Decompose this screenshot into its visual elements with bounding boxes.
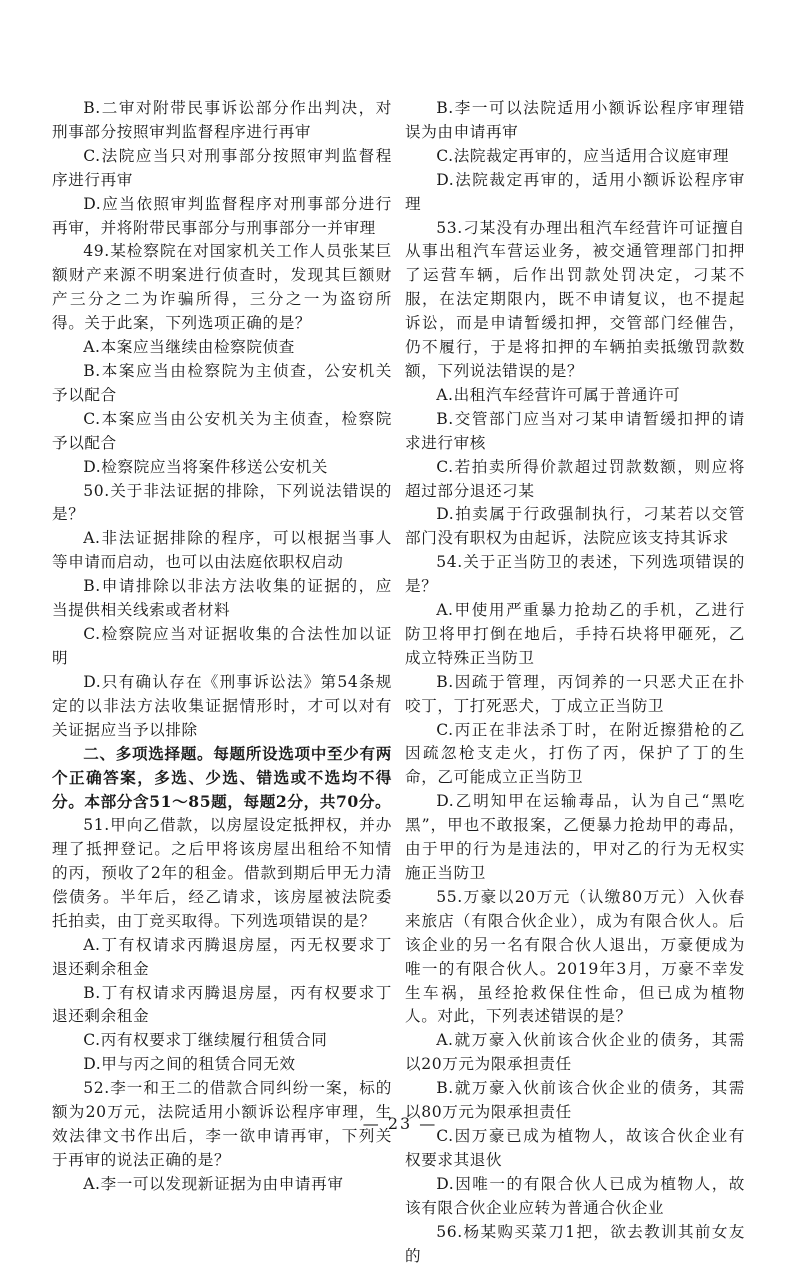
answer-option: D.检察院应当将案件移送公安机关 [83, 457, 329, 476]
section-heading: 二、多项选择题。每题所设选项中至少有两个正确答案，多选、少选、错选或不选均不得分。本部分含51～85题，每题2分，共70分。 [52, 744, 392, 812]
answer-option: A.李一可以发现新证据为由申请再审 [83, 1174, 344, 1193]
answer-option: A.丁有权请求丙腾退房屋，丙无权要求丁退还剩余租金 [52, 935, 392, 978]
answer-option: A.就万豪入伙前该合伙企业的债务，其需以20万元为限承担责任 [405, 1031, 745, 1074]
question-stem: 49.某检察院在对国家机关工作人员张某巨额财产来源不明案进行侦查时，发现其巨额财产三分之二为诈骗所得，三分之一为盗窃所得。关于此案，下列选项正确的是？ [52, 242, 392, 333]
answer-option: C.因万豪已成为植物人，故该合伙企业有权要求其退伙 [405, 1126, 745, 1169]
right-column [405, 97, 745, 1268]
answer-option: B.交管部门应当对刁某申请暂缓扣押的请求进行审核 [405, 409, 745, 452]
answer-option: C.法院应当只对刑事部分按照审判监督程序进行再审 [52, 146, 392, 189]
question-stem: 53.刁某没有办理出租汽车经营许可证擅自从事出租汽车营运业务，被交通管理部门扣押了运营车辆，后作出罚款处罚决定，刁某不服，在法定期限内，既不申请复议，也不提起诉讼，而是申请暂缓扣押，交管部门经催告，仍不履行，于是将扣押的车辆拍卖抵缴罚款数额，下列说法错误的是？ [405, 218, 745, 380]
answer-option: B.申请排除以非法方法收集的证据的，应当提供相关线索或者材料 [52, 577, 392, 620]
question-stem: 54.关于正当防卫的表述，下列选项错误的是？ [405, 553, 745, 596]
answer-option: B.因疏于管理，丙饲养的一只恶犬正在扑咬丁，丁打死恶犬，丁成立正当防卫 [405, 672, 745, 715]
answer-option: D.拍卖属于行政强制执行，刁某若以交管部门没有职权为由起诉，法院应该支持其诉求 [405, 505, 745, 548]
answer-option: A.出租汽车经营许可属于普通许可 [436, 385, 681, 404]
question-stem: 56.杨某购买菜刀1把，欲去教训其前女友的 [405, 1222, 745, 1265]
question-stem: 51.甲向乙借款，以房屋设定抵押权，并办理了抵押登记。之后甲将该房屋出租给不知情的丙，预收了2年的租金。借款到期后甲无力清偿债务。半年后，经乙请求，该房屋被法院委托拍卖，由丁竞买取得。下列选项错误的是？ [52, 816, 392, 930]
left-column [52, 97, 392, 1197]
answer-option: D.法院裁定再审的，适用小额诉讼程序审理 [405, 170, 745, 213]
page-number: — 23 — [362, 1114, 438, 1133]
answer-option: C.丙有权要求丁继续履行租赁合同 [83, 1031, 328, 1050]
answer-option: D.因唯一的有限合伙人已成为植物人，故该有限合伙企业应转为普通合伙企业 [405, 1174, 745, 1217]
answer-option: B.丁有权请求丙腾退房屋，丙有权要求丁退还剩余租金 [52, 983, 392, 1026]
question-stem: 52.李一和王二的借款合同纠纷一案，标的额为20万元，法院适用小额诉讼程序审理，生效法律文书作出后，李一欲申请再审，下列关于再审的说法正确的是？ [52, 1079, 392, 1169]
answer-option: D.只有确认存在《刑事诉讼法》第54条规定的以非法方法收集证据情形时，才可以对有关证据应当予以排除 [52, 672, 392, 739]
answer-option: D.甲与丙之间的租赁合同无效 [83, 1055, 296, 1074]
answer-option: D.应当依照审判监督程序对刑事部分进行再审，并将附带民事部分与刑事部分一并审理 [52, 194, 392, 237]
answer-option: C.检察院应当对证据收集的合法性加以证明 [52, 624, 392, 667]
question-stem: 55.万豪以20万元（认缴80万元）入伙春来旅店（有限合伙企业），成为有限合伙人。后该企业的另一名有限合伙人退出，万豪便成为唯一的有限合伙人。2019年3月，万豪不幸发生车祸，虽经抢救保住性命，但已成为植物人。对此，下列表述错误的是？ [405, 887, 745, 1026]
question-stem: 50.关于非法证据的排除，下列说法错误的是？ [52, 481, 392, 524]
answer-option: A.非法证据排除的程序，可以根据当事人等申请而启动，也可以由法庭依职权启动 [52, 529, 392, 572]
answer-option: A.本案应当继续由检察院侦查 [83, 338, 295, 357]
answer-option: C.本案应当由公安机关为主侦查，检察院予以配合 [52, 409, 392, 452]
answer-option: C.丙正在非法杀丁时，在附近擦猎枪的乙因疏忽枪支走火，打伤了丙，保护了丁的生命，乙可能成立正当防卫 [405, 720, 745, 787]
answer-option: D.乙明知甲在运输毒品，认为自己“黑吃黑”，甲也不敢报案，乙便暴力抢劫甲的毒品，由于甲的行为是违法的，甲对乙的行为无权实施正当防卫 [405, 792, 745, 882]
answer-option: B.李一可以法院适用小额诉讼程序审理错误为由申请再审 [405, 99, 745, 141]
answer-option: C.若拍卖所得价款超过罚款数额，则应将超过部分退还刁某 [405, 457, 745, 500]
answer-option: A.甲使用严重暴力抢劫乙的手机，乙进行防卫将甲打倒在地后，手持石块将甲砸死，乙成立特殊正当防卫 [405, 601, 745, 667]
answer-option: B.二审对附带民事诉讼部分作出判决，对刑事部分按照审判监督程序进行再审 [52, 99, 392, 141]
answer-option: B.本案应当由检察院为主侦查，公安机关予以配合 [52, 361, 392, 404]
answer-option: C.法院裁定再审的，应当适用合议庭审理 [436, 146, 730, 165]
answer-option: B.就万豪入伙前该合伙企业的债务，其需以80万元为限承担责任 [405, 1079, 745, 1122]
